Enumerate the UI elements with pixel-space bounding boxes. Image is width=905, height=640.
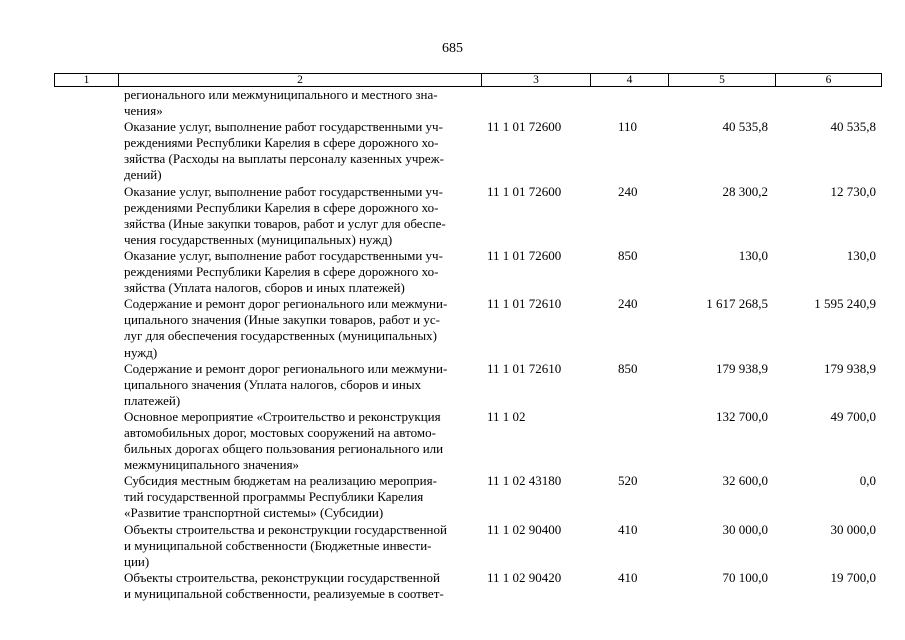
row-name xyxy=(54,119,481,183)
row-target-code: 11 1 01 72600 xyxy=(487,183,562,199)
row-amount-col6: 0,0 xyxy=(859,473,876,489)
column-header-6: 6 xyxy=(776,74,882,87)
row-expense-type: 240 xyxy=(618,296,638,312)
row-name-line: Основное мероприятие «Строительство и реконструкция xyxy=(124,408,441,424)
row-amount-col6: 179 938,9 xyxy=(824,360,876,376)
row-name-line: «Развитие транспортной системы» (Субсидии) xyxy=(124,505,384,521)
row-expense-type: 520 xyxy=(618,473,638,489)
row-name-line: и муниципальной собственности (Бюджетные инвести- xyxy=(124,537,432,553)
row-expense-type: 850 xyxy=(618,360,638,376)
row-amount-col5: 179 938,9 xyxy=(716,360,768,376)
table-row xyxy=(54,87,881,119)
row-target-code: 11 1 02 xyxy=(487,408,526,424)
row-name-line: дений) xyxy=(124,167,162,183)
row-amount-col6: 30 000,0 xyxy=(830,521,876,537)
row-amount-col6: 49 700,0 xyxy=(830,408,876,424)
row-name-line: автомобильных дорог, мостовых сооружений на автомо- xyxy=(124,424,436,440)
row-name-line: тий государственной программы Республики Карелия xyxy=(124,489,424,505)
row-target-code: 11 1 01 72600 xyxy=(487,119,562,135)
table-row xyxy=(54,409,881,473)
row-name-line: ципального значения (Уплата налогов, сборов и иных xyxy=(124,376,422,392)
table-row xyxy=(54,296,881,360)
column-header-2: 2 xyxy=(119,74,482,87)
row-name-line: нужд) xyxy=(124,344,158,360)
row-name-line: бильных дорогах общего пользования регионального или xyxy=(124,441,444,457)
row-name-line: луг для обеспечения государственных (муниципальных) xyxy=(124,328,437,344)
row-name-line: и муниципальной собственности, реализуемые в соответ- xyxy=(124,585,444,601)
row-target-code: 11 1 01 72600 xyxy=(487,247,562,263)
row-name-line: зяйства (Иные закупки товаров, работ и услуг для обеспе- xyxy=(124,215,446,231)
table-row xyxy=(54,119,881,183)
table-row xyxy=(54,184,881,248)
row-name xyxy=(54,87,481,119)
row-name-line: чения» xyxy=(124,103,163,119)
row-name xyxy=(54,473,481,521)
row-name xyxy=(54,248,481,296)
row-name-line: Оказание услуг, выполнение работ государственными уч- xyxy=(124,119,443,135)
row-target-code: 11 1 01 72610 xyxy=(487,360,562,376)
row-target-code: 11 1 02 90420 xyxy=(487,569,562,585)
row-name-line: ции) xyxy=(124,553,150,569)
row-amount-col6: 1 595 240,9 xyxy=(814,296,876,312)
column-header-3: 3 xyxy=(482,74,591,87)
row-amount-col5: 1 617 268,5 xyxy=(706,296,768,312)
row-expense-type xyxy=(590,409,668,473)
row-amount-col5 xyxy=(668,87,775,119)
table-row xyxy=(54,570,881,602)
row-name-line: Содержание и ремонт дорог регионального или межмуни- xyxy=(124,296,448,312)
row-name-line: чения государственных (муниципальных) нужд) xyxy=(124,231,393,247)
table-row xyxy=(54,473,881,521)
table-rows xyxy=(54,87,881,602)
column-header-5: 5 xyxy=(669,74,776,87)
row-name xyxy=(54,296,481,360)
row-amount-col5: 30 000,0 xyxy=(722,521,768,537)
row-expense-type: 110 xyxy=(618,119,638,135)
row-name-line: реждениями Республики Карелия в сфере дорожного хо- xyxy=(124,264,439,280)
table-row xyxy=(54,522,881,570)
row-amount-col5: 32 600,0 xyxy=(722,473,768,489)
row-amount-col6: 130,0 xyxy=(846,247,876,263)
row-name-line: Оказание услуг, выполнение работ государственными уч- xyxy=(124,183,443,199)
row-name xyxy=(54,184,481,248)
budget-table-body xyxy=(54,87,881,602)
row-name-line: реждениями Республики Карелия в сфере дорожного хо- xyxy=(124,199,439,215)
table-row xyxy=(54,361,881,409)
row-target-code: 11 1 02 43180 xyxy=(487,473,562,489)
row-name xyxy=(54,409,481,473)
row-name-line: зяйства (Уплата налогов, сборов и иных платежей) xyxy=(124,280,405,296)
table-row xyxy=(54,248,881,296)
column-header-4: 4 xyxy=(591,74,669,87)
row-target-code: 11 1 01 72610 xyxy=(487,296,562,312)
row-target-code: 11 1 02 90400 xyxy=(487,521,562,537)
row-name-line: Содержание и ремонт дорог регионального или межмуни- xyxy=(124,360,448,376)
row-name xyxy=(54,570,481,602)
row-name-line: Оказание услуг, выполнение работ государственными уч- xyxy=(124,247,443,263)
row-amount-col6: 40 535,8 xyxy=(830,119,876,135)
row-amount-col5: 28 300,2 xyxy=(722,183,768,199)
column-number-header xyxy=(54,73,882,87)
row-name-line: зяйства (Расходы на выплаты персоналу казенных учреж- xyxy=(124,151,444,167)
row-amount-col6: 12 730,0 xyxy=(830,183,876,199)
row-name-line: межмуниципального значения» xyxy=(124,457,300,473)
row-name xyxy=(54,361,481,409)
row-amount-col5: 70 100,0 xyxy=(722,569,768,585)
row-amount-col6 xyxy=(775,87,881,119)
row-amount-col5: 40 535,8 xyxy=(722,119,768,135)
row-name-line: Субсидия местным бюджетам на реализацию мероприя- xyxy=(124,473,437,489)
row-expense-type xyxy=(590,87,668,119)
row-target-code xyxy=(481,87,590,119)
column-header-1: 1 xyxy=(55,74,119,87)
row-expense-type: 240 xyxy=(618,183,638,199)
row-name-line: ципального значения (Иные закупки товаров, работ и ус- xyxy=(124,312,440,328)
row-expense-type: 410 xyxy=(618,569,638,585)
row-name-line: платежей) xyxy=(124,392,181,408)
row-expense-type: 410 xyxy=(618,521,638,537)
header-row xyxy=(55,74,882,87)
page-number: 685 xyxy=(442,41,463,56)
row-name-line: регионального или межмуниципального и местного зна- xyxy=(124,87,438,102)
row-name-line: реждениями Республики Карелия в сфере дорожного хо- xyxy=(124,135,439,151)
row-name-line: Объекты строительства и реконструкции государственной xyxy=(124,521,447,537)
row-name-line: Объекты строительства, реконструкции государственной xyxy=(124,569,441,585)
row-amount-col6: 19 700,0 xyxy=(830,569,876,585)
row-amount-col5: 130,0 xyxy=(738,247,768,263)
row-name xyxy=(54,522,481,570)
row-expense-type: 850 xyxy=(618,247,638,263)
row-amount-col5: 132 700,0 xyxy=(716,408,768,424)
